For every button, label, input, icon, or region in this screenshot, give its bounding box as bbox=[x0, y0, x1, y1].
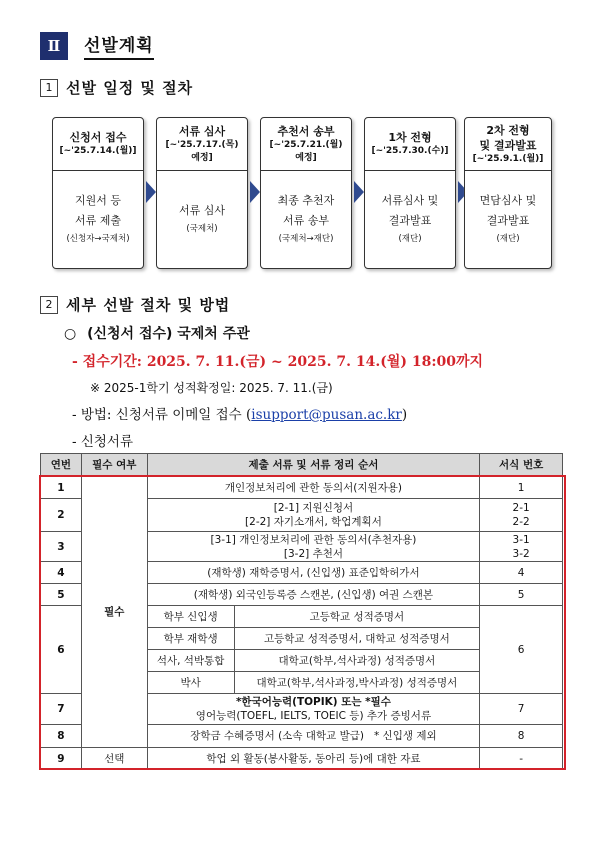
section-1-title: 선발 일정 및 절차 bbox=[66, 79, 194, 97]
flow-step-actor: (국제처→재단) bbox=[278, 234, 334, 244]
subheading-text: (신청서 접수) 국제처 주관 bbox=[87, 326, 250, 342]
method-suffix: ) bbox=[401, 407, 408, 423]
row-number: 2 bbox=[41, 499, 82, 532]
header-number: 연번 bbox=[41, 454, 82, 477]
subheading bbox=[64, 323, 250, 343]
header-form-number: 서식 번호 bbox=[480, 454, 563, 477]
form-line: 3-2 bbox=[512, 547, 530, 560]
doc-cell: 대학교(학부,석사과정) 성적증명서 bbox=[234, 650, 480, 672]
chapter-number: Ⅱ bbox=[40, 32, 68, 60]
flow-step-text: 결과발표 bbox=[486, 214, 530, 227]
row-number: 3 bbox=[41, 532, 82, 562]
section-2-heading bbox=[40, 294, 230, 315]
flow-step-title: 서류 심사 bbox=[178, 124, 226, 138]
form-cell: 1 bbox=[480, 477, 563, 499]
flow-step-date: [~'25.7.17.(목) bbox=[165, 139, 239, 150]
row-number: 9 bbox=[41, 748, 82, 770]
form-cell: 8 bbox=[480, 725, 563, 748]
flow-arrow-icon bbox=[250, 181, 260, 203]
doc-cell: 대학교(학부,석사과정,박사과정) 성적증명서 bbox=[234, 672, 480, 694]
flow-step-actor: (재단) bbox=[496, 234, 520, 244]
row-number: 4 bbox=[41, 562, 82, 584]
flow-step-date-cont: 예정] bbox=[295, 152, 317, 163]
flow-step-title: 1차 전형 bbox=[388, 131, 432, 144]
flow-step-date: [~'25.7.21.(월) bbox=[269, 139, 343, 150]
table-row bbox=[41, 477, 563, 499]
flow-step-title: 신청서 접수 bbox=[69, 131, 127, 144]
student-type-cell: 학부 신입생 bbox=[147, 606, 234, 628]
section-1-heading bbox=[40, 77, 193, 98]
doc-cell: 고등학교 성적증명서, 대학교 성적증명서 bbox=[234, 628, 480, 650]
doc-cell: (재학생) 재학증명서, (신입생) 표준입학허가서 bbox=[147, 562, 480, 584]
row-number: 6 bbox=[41, 606, 82, 694]
flow-step-actor: (국제처) bbox=[186, 224, 218, 234]
doc-line: [2-2] 자기소개서, 학업계획서 bbox=[245, 516, 382, 528]
flow-arrow-icon bbox=[146, 181, 156, 203]
flow-step-text: 지원서 등 bbox=[74, 194, 121, 207]
flow-step-1 bbox=[52, 117, 144, 269]
header-required: 필수 여부 bbox=[81, 454, 147, 477]
flow-step-text: 서류 송부 bbox=[282, 214, 329, 227]
flow-step-2 bbox=[156, 117, 248, 269]
method-line bbox=[72, 403, 407, 423]
form-cell bbox=[480, 532, 563, 562]
doc-line: [2-1] 지원신청서 bbox=[273, 502, 354, 514]
flow-step-title: 추천서 송부 bbox=[277, 124, 335, 138]
required-cell: 필수 bbox=[81, 477, 147, 748]
flow-step-date-cont: 예정] bbox=[191, 152, 213, 163]
section-2-number: 2 bbox=[40, 296, 58, 314]
doc-cell: 고등학교 성적증명서 bbox=[234, 606, 480, 628]
flow-step-date: [~'25.7.14.(월)] bbox=[59, 146, 137, 156]
row-number: 7 bbox=[41, 694, 82, 725]
note-text: ※ 2025-1학기 성적확정일: 2025. 7. 11.(금) bbox=[90, 381, 333, 395]
table-header-row bbox=[41, 454, 563, 477]
flow-step-date: [~'25.9.1.(월)] bbox=[472, 153, 544, 164]
doc-cell: (재학생) 외국인등록증 스캔본, (신입생) 여권 스캔본 bbox=[147, 584, 480, 606]
doc-cell: 개인정보처리에 관한 동의서(지원자용) bbox=[147, 477, 480, 499]
docs-label: - 신청서류 bbox=[72, 434, 134, 450]
flow-step-5 bbox=[464, 117, 552, 269]
form-cell: 7 bbox=[480, 694, 563, 725]
form-line: 2-1 bbox=[512, 502, 530, 514]
table-row bbox=[41, 748, 563, 770]
flow-step-text: 서류 심사 bbox=[178, 204, 225, 217]
row-number: 8 bbox=[41, 725, 82, 748]
flow-step-actor: (재단) bbox=[398, 234, 422, 244]
email-link[interactable]: isupport@pusan.ac.kr bbox=[251, 407, 402, 423]
flow-step-3 bbox=[260, 117, 352, 269]
flow-arrow-icon bbox=[354, 181, 364, 203]
doc-cell bbox=[147, 499, 480, 532]
process-flow bbox=[52, 117, 552, 269]
section-2-title: 세부 선발 절차 및 방법 bbox=[66, 296, 231, 314]
flow-step-text: 서류심사 및 bbox=[381, 194, 439, 207]
form-line: 3-1 bbox=[512, 533, 530, 546]
student-type-cell: 학부 재학생 bbox=[147, 628, 234, 650]
doc-cell bbox=[147, 532, 480, 562]
flow-step-actor: (신청자→국제처) bbox=[66, 234, 130, 244]
form-cell: 5 bbox=[480, 584, 563, 606]
flow-step-text: 최종 추천자 bbox=[277, 194, 335, 207]
section-1-number: 1 bbox=[40, 79, 58, 97]
documents-table bbox=[40, 453, 563, 770]
chapter-title: 선발계획 bbox=[84, 31, 154, 60]
form-line: 2-2 bbox=[512, 516, 530, 528]
flow-step-text: 면담심사 및 bbox=[479, 194, 537, 207]
doc-line: 영어능력(TOEFL, IELTS, TOEIC 등) 추가 증빙서류 bbox=[195, 710, 432, 722]
flow-step-text: 결과발표 bbox=[388, 214, 432, 227]
deadline-text: - 접수기간: 2025. 7. 11.(금) ~ 2025. 7. 14.(월) 18:00까지 bbox=[72, 354, 484, 370]
row-number: 1 bbox=[41, 477, 82, 499]
form-cell: - bbox=[480, 748, 563, 770]
bullet: ○ bbox=[64, 326, 77, 342]
doc-cell: 장학금 수혜증명서 (소속 대학교 발급) * 신입생 제외 bbox=[147, 725, 480, 748]
flow-step-title: 2차 전형 및 결과발표 bbox=[479, 123, 537, 152]
doc-line: *한국어능력(TOPIK) 또는 *필수 bbox=[235, 696, 391, 708]
method-prefix: - 방법: 신청서류 이메일 접수 ( bbox=[72, 407, 252, 423]
form-cell: 4 bbox=[480, 562, 563, 584]
form-cell bbox=[480, 499, 563, 532]
optional-cell: 선택 bbox=[81, 748, 147, 770]
header-documents: 제출 서류 및 서류 정리 순서 bbox=[147, 454, 480, 477]
form-cell: 6 bbox=[480, 606, 563, 694]
doc-cell bbox=[147, 694, 480, 725]
doc-line: [3-1] 개인정보처리에 관한 동의서(추천자용) bbox=[210, 533, 417, 546]
flow-step-text: 서류 제출 bbox=[74, 214, 121, 227]
flow-step-date: [~'25.7.30.(수)] bbox=[371, 146, 449, 156]
flow-step-4 bbox=[364, 117, 456, 269]
student-type-cell: 박사 bbox=[147, 672, 234, 694]
chapter-header bbox=[40, 31, 154, 60]
student-type-cell: 석사, 석박통합 bbox=[147, 650, 234, 672]
doc-cell: 학업 외 활동(봉사활동, 동아리 등)에 대한 자료 bbox=[147, 748, 480, 770]
doc-line: [3-2] 추천서 bbox=[283, 547, 343, 560]
row-number: 5 bbox=[41, 584, 82, 606]
